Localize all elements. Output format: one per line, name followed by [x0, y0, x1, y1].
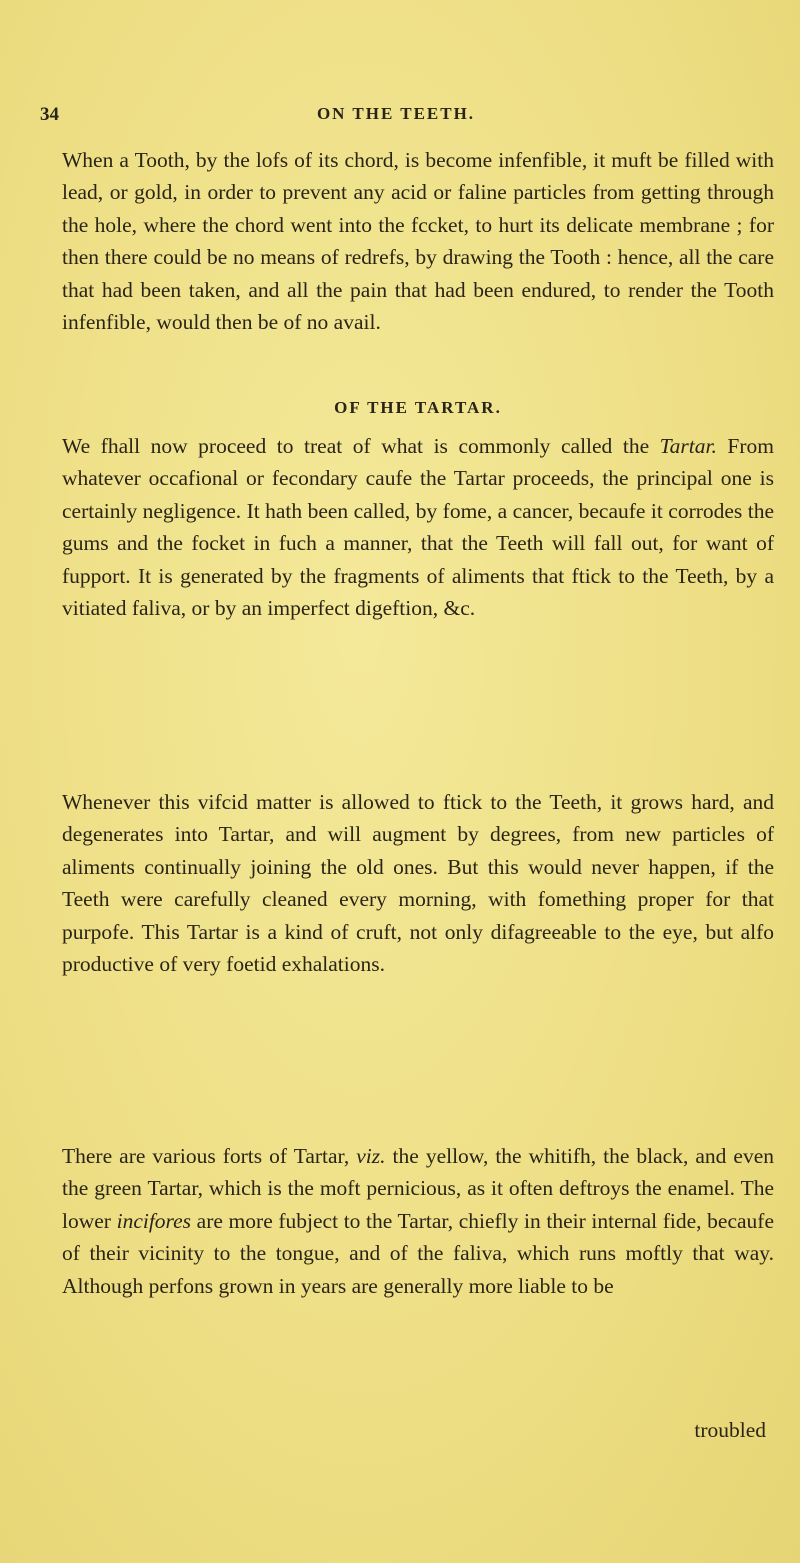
italic-term: viz.	[356, 1144, 386, 1168]
section-heading: OF THE TARTAR.	[334, 398, 502, 417]
italic-term: Tartar.	[659, 434, 717, 458]
catchword: troubled	[694, 1418, 766, 1442]
italic-term: incifores	[116, 1208, 192, 1233]
page-number: 34	[40, 104, 59, 125]
text-run: From whatever occafional or fecondary caufe the Tartar proceeds, the principal one is certainly negligence. It hath been called, by fome, a cancer, becaufe it corrodes the gums and the focket in fuch a manner, that the Teeth will fall out, for want of fupport. It is generated by the fragments of aliments that ftick to the Teeth, by a vitiated faliva, or by an imperfect digeftion, &c.	[62, 434, 774, 621]
page-header	[26, 104, 766, 136]
paragraph-filling-tooth	[62, 144, 774, 338]
paragraph-text: Whenever this vifcid matter is allowed to ftick to the Teeth, it grows hard, and degenerates into Tartar, and will augment by degrees, from new particles of aliments continually joining the old ones. But this would never happen, if the Teeth were carefully cleaned every morning, with fomething proper for that purpofe. This Tartar is a kind of cruft, not only difagreeable to the eye, but alfo productive of very foetid exhalations.	[62, 790, 774, 977]
paragraph-text	[62, 430, 774, 624]
paragraph-viscid-matter	[62, 786, 774, 980]
paragraph-sorts-of-tartar	[62, 1140, 774, 1302]
text-run: the yellow, the whitifh, the black, and even the green Tartar, which is the moft pernicious, as it often deftroys the enamel. The lower	[62, 1144, 775, 1233]
text-run: There are various forts of Tartar,	[62, 1144, 357, 1168]
paragraph-text: When a Tooth, by the lofs of its chord, is become infenfible, it muft be filled with lead, or gold, in order to prevent any acid or faline particles from getting through the hole, where the chord went into the fccket, to hurt its delicate membrane ; for then there could be no means of redrefs, by drawing the Tooth : hence, all the care that had been taken, and all the pain that had been endured, to render the Tooth infenfible, would then be of no avail.	[62, 148, 774, 335]
text-run: We fhall now proceed to treat of what is commonly called the	[62, 434, 660, 458]
text-run: are more fubject to the Tartar, chiefly in their internal fide, becaufe of their vicinity to the tongue, and of the faliva, which runs moftly that way. Although perfons grown in years are generally more liable to be	[62, 1208, 774, 1298]
running-head: ON THE TEETH.	[316, 104, 476, 123]
paragraph-text	[62, 1140, 774, 1302]
paragraph-tartar-intro	[62, 430, 774, 624]
